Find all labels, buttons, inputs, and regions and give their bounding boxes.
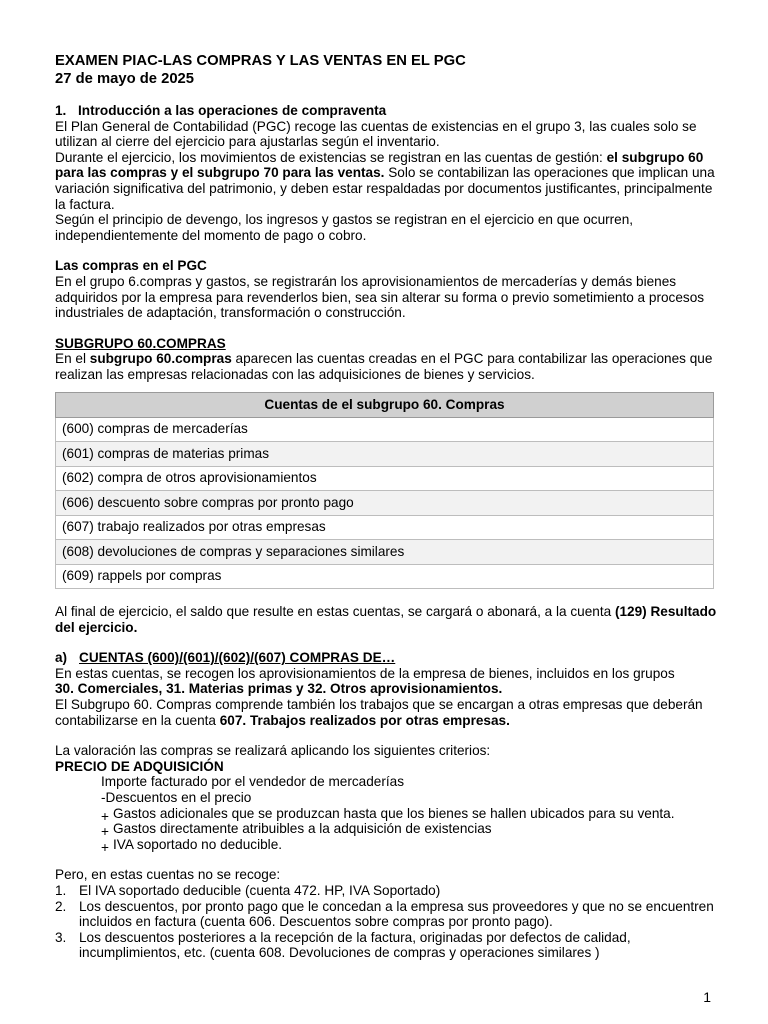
list-number: 3.: [55, 929, 67, 945]
compras-heading: Las compras en el PGC: [55, 258, 207, 274]
list-item-text: Los descuentos, por pronto pago que le concedan a la empresa sus proveedores y que no se encuentren incluidos en factura (cuenta 606. Descuentos sobre compras por pronto pago).: [79, 898, 714, 930]
table-row: (602) compra de otros aprovisionamientos: [56, 466, 714, 491]
list-number: 2.: [55, 898, 67, 914]
list-item: [55, 930, 717, 961]
cuentas-table: [55, 392, 714, 590]
subgrupo-text-a: En el: [55, 351, 90, 367]
valoracion-line-1: Importe facturado por el vendedor de mercaderías: [101, 774, 405, 790]
document-date: 27 de mayo de 2025: [55, 71, 195, 87]
section-a-title: CUENTAS (600)/(601)/(602)/(607) COMPRAS DE…: [79, 650, 396, 666]
list-item-text: Gastos adicionales que se produzcan hasta que los bienes se hallen ubicados para su venta.: [113, 805, 675, 821]
table-row: (608) devoluciones de compras y separaciones similares: [56, 540, 714, 565]
list-item: [55, 821, 717, 840]
table-row: (606) descuento sobre compras por pronto pago: [56, 491, 714, 516]
subgrupo-text-bold: subgrupo 60.compras: [89, 351, 232, 367]
list-item: [55, 837, 717, 853]
section-1-paragraph-3: Según el principio de devengo, los ingresos y gastos se registran en el ejercicio en que ocurren, independientemente del momento de pago o cobro.: [55, 212, 634, 243]
p2-text-c: Solo se contabilizan las operaciones que implican una variación significativa del patrimonio, y deben estar respaldadas por documentos justificantes, principalmente la factura.: [55, 165, 715, 212]
section-a-number: a): [55, 650, 68, 666]
section-a-bold: 607. Trabajos realizados por otras empresas.: [219, 712, 510, 728]
valoracion-intro: La valoración las compras se realizará aplicando los siguientes criterios:: [55, 743, 491, 759]
section-1-number: 1.: [55, 103, 67, 118]
section-a-line-2: 30. Comerciales, 31. Materias primas y 32. Otros aprovisionamientos.: [55, 681, 503, 697]
table-row: (601) compras de materias primas: [56, 442, 714, 467]
list-item: [55, 806, 717, 822]
subgrupo-text-c: aparecen las cuentas creadas en el PGC para contabilizar las operaciones que realizan las empresas relacionadas con las adquisiciones de bienes y servicios.: [55, 351, 713, 382]
list-item-text: IVA soportado no deducible.: [113, 836, 283, 852]
compras-paragraph: En el grupo 6.compras y gastos, se registrarán los aprovisionamientos de mercaderías y demás bienes adquiridos por la empresa para revenderlos bien, sea sin alterar su forma o previo sometimiento a procesos industriales de adaptación, transformación o construcción.: [55, 273, 705, 321]
cuentas-table-header: Cuentas de el subgrupo 60. Compras: [56, 392, 714, 417]
list-item-text: Gastos directamente atribuibles a la adquisición de existencias: [113, 821, 492, 837]
section-1-heading: [55, 103, 717, 119]
list-item: [55, 883, 717, 899]
section-1-title: Introducción a las operaciones de compraventa: [78, 103, 387, 118]
document-page: [55, 52, 717, 961]
no-recoge-intro: Pero, en estas cuentas no se recoge:: [55, 867, 281, 883]
subgrupo-60-heading: SUBGRUPO 60.COMPRAS: [55, 335, 226, 351]
precio-adquisicion-heading: PRECIO DE ADQUISICIÓN: [55, 758, 224, 774]
subgrupo-60-paragraph: [55, 351, 717, 382]
section-1-paragraph-2: [55, 150, 717, 212]
list-number: 1.: [55, 882, 67, 898]
saldo-account-bold: (129) Resultado del ejercicio.: [55, 604, 717, 635]
list-item: [55, 899, 717, 930]
saldo-paragraph: [55, 604, 717, 635]
list-item-text: El IVA soportado deducible (cuenta 472. HP, IVA Soportado): [79, 882, 441, 898]
plus-icon: +: [101, 824, 109, 840]
section-a-heading: [55, 650, 717, 666]
valoracion-line-2: -Descuentos en el precio: [101, 789, 252, 805]
section-a-line-3: [55, 697, 717, 728]
plus-icon: +: [101, 808, 109, 824]
page-number: 1: [703, 989, 711, 1005]
plus-icon: +: [101, 839, 109, 855]
p2-text-a: Durante el ejercicio, los movimientos de existencias se registran en las cuentas de gestión:: [55, 149, 607, 165]
table-row: (609) rappels por compras: [56, 564, 714, 589]
saldo-text: Al final de ejercicio, el saldo que resulte en estas cuentas, se cargará o abonará, a la cuenta: [55, 604, 615, 619]
p2-text-bold: el subgrupo 60 para las compras y el subgrupo 70 para las ventas.: [55, 149, 704, 181]
section-a-line-1: En estas cuentas, se recogen los aprovisionamientos de la empresa de bienes, incluidos en los grupos: [55, 665, 675, 681]
list-item-text: Los descuentos posteriores a la recepción de la factura, originadas por defectos de calidad, incumplimientos, etc. (cuenta 608. Devoluciones de compras y operaciones similares ): [79, 929, 631, 961]
section-1-paragraph-1: El Plan General de Contabilidad (PGC) recoge las cuentas de existencias en el grupo 3, las cuales solo se utilizan al cierre del ejercicio para ajustarlas según el inventario.: [55, 118, 697, 150]
table-row: (600) compras de mercaderías: [56, 417, 714, 442]
table-row: (607) trabajo realizados por otras empresas: [56, 515, 714, 540]
no-recoge-list: [55, 883, 717, 961]
section-a-text: El Subgrupo 60. Compras comprende también los trabajos que se encargan a otras empresas que deberán contabilizarse en la cuenta: [55, 696, 703, 728]
document-title: EXAMEN PIAC-LAS COMPRAS Y LAS VENTAS EN EL PGC: [55, 53, 466, 69]
